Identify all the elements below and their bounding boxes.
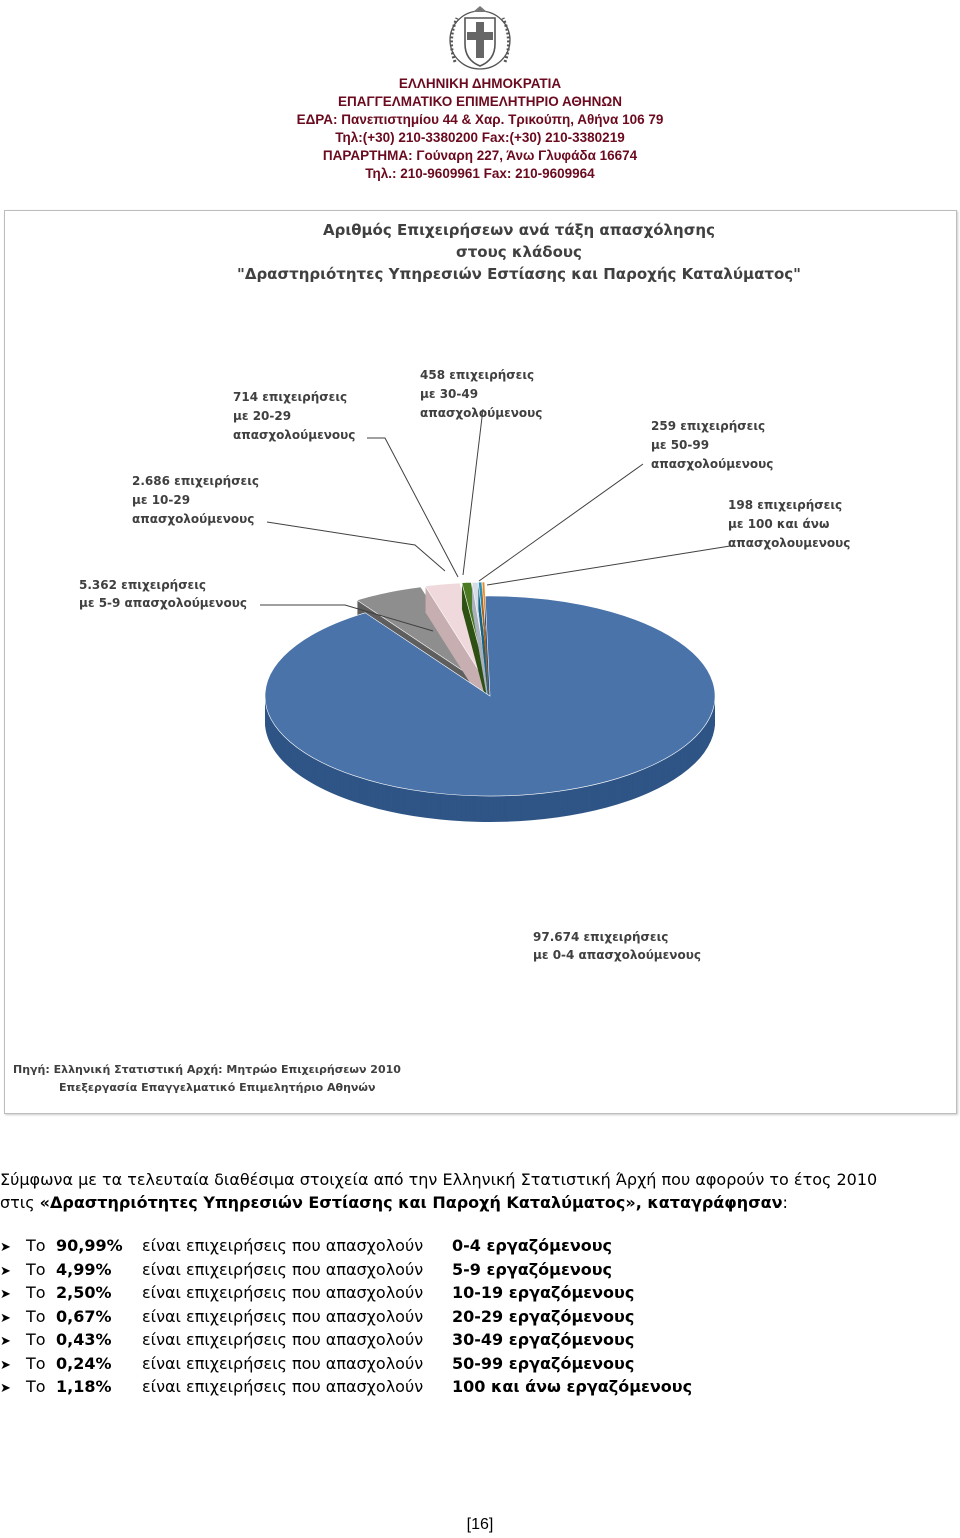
bullet-to: Το [26,1377,46,1396]
slice-label: απασχολούμενους [420,406,543,420]
slice-label: με 0-4 απασχολούμενους [533,948,701,962]
slice-label: με 30-49 [420,387,479,401]
slice-label: απασχολούμενους [132,512,255,526]
percentage-bullet-list [0,1234,960,1399]
chart-source [13,1063,401,1094]
arrow-bullet-icon: ➤ [0,1357,11,1373]
slice-label: με 50-99 [651,438,710,452]
bullet-text: είναι επιχειρήσεις που απασχολούν [142,1306,424,1326]
bullet-percentage: 0,24% [56,1353,112,1373]
header-line: ΕΠΑΓΓΕΛΜΑΤΙΚΟ ΕΠΙΜΕΛΗΤΗΡΙΟ ΑΘΗΝΩΝ [338,94,622,109]
slice-label: 259 επιχειρήσεις [651,419,766,433]
intro-prefix: στις [0,1193,40,1212]
leader-line [463,409,483,575]
bullet-percentage: 2,50% [56,1283,112,1302]
bullet-range: 50-99 εργαζόμενους [452,1353,635,1373]
bullet-item [0,1375,960,1399]
pie-chart [5,211,956,1113]
bullet-to: Το [26,1306,46,1326]
pie-chart-frame [4,210,957,1114]
slice-label: με 20-29 [233,409,292,423]
bullet-range: 100 και άνω εργαζόμενους [452,1377,693,1396]
bullet-to: Το [26,1353,46,1373]
arrow-bullet-icon: ➤ [0,1334,11,1349]
slice-label: 198 επιχειρήσεις [728,498,843,512]
arrow-bullet-icon: ➤ [0,1381,11,1396]
header-line: ΕΛΛΗΝΙΚΗ ΔΗΜΟΚΡΑΤΙΑ [398,76,562,91]
header-line: ΕΔΡΑ: Πανεπιστημίου 44 & Χαρ. Τρικούπη, Αθήνα 106 79 [296,112,664,127]
bullet-text: είναι επιχειρήσεις που απασχολούν [142,1236,424,1255]
bullet-text: είναι επιχειρήσεις που απασχολούν [142,1283,424,1302]
slice-label: με 10-29 [132,493,191,507]
bullet-text: είναι επιχειρήσεις που απασχολούν [142,1330,424,1349]
chart-source-line: Πηγή: Ελληνική Στατιστική Αρχή: Μητρώο Επιχειρήσεων 2010 [13,1063,401,1076]
arrow-bullet-icon: ➤ [0,1310,11,1326]
bullet-item [0,1305,960,1329]
arrow-bullet-icon: ➤ [0,1287,11,1302]
slice-label: 5.362 επιχειρήσεις [79,578,207,592]
leader-line [487,546,730,585]
bullet-to: Το [26,1236,46,1255]
slice-label: απασχολούμενους [233,428,356,442]
intro-paragraph [0,1168,960,1214]
bullet-to: Το [26,1259,46,1279]
leader-line [267,522,445,571]
header-line: ΠΑΡΑΡΤΗΜΑ: Γούναρη 227, Άνω Γλυφάδα 16674 [322,148,638,163]
bullet-percentage: 4,99% [56,1259,112,1279]
chart-source-line: Επεξεργασία Επαγγελματικό Επιμελητήριο Αθηνών [59,1081,376,1094]
bullet-range: 30-49 εργαζόμενους [452,1330,635,1349]
bullet-text: είναι επιχειρήσεις που απασχολούν [142,1377,424,1396]
slice-label: με 100 και άνω [728,517,830,531]
bullet-range: 5-9 εργαζόμενους [452,1259,613,1279]
chart-title-line: "Δραστηριότητες Υπηρεσιών Εστίασης και Παροχής Καταλύματος" [237,265,801,283]
bullet-percentage: 0,67% [56,1306,112,1326]
bullet-range: 0-4 εργαζόμενους [452,1236,613,1255]
page-number: [16] [466,1516,494,1533]
arrow-bullet-icon: ➤ [0,1240,11,1255]
header-line: Τηλ.: 210-9609961 Fax: 210-9609964 [365,166,595,181]
bullet-percentage: 1,18% [56,1377,112,1396]
bullet-text: είναι επιχειρήσεις που απασχολούν [142,1259,424,1279]
bullet-item [0,1328,960,1352]
arrow-bullet-icon: ➤ [0,1263,11,1279]
intro-line-2 [0,1191,960,1214]
bullet-range: 20-29 εργαζόμενους [452,1306,635,1326]
bullet-text: είναι επιχειρήσεις που απασχολούν [142,1353,424,1373]
chart-title [237,221,801,283]
slice-label: 97.674 επιχειρήσεις [533,930,669,944]
slice-label: 714 επιχειρήσεις [233,390,348,404]
bullet-to: Το [26,1283,46,1302]
bullet-percentage: 90,99% [56,1236,123,1255]
bullet-percentage: 0,43% [56,1330,112,1349]
slice-label: απασχολούμενους [651,457,774,471]
bullet-item [0,1281,960,1305]
intro-highlight: «Δραστηριότητες Υπηρεσιών Εστίασης και Παροχή Καταλύματος», καταγράφησαν [39,1193,783,1212]
chart-title-line: στους κλάδους [456,243,582,261]
intro-suffix: : [782,1193,788,1212]
pie-slices [265,582,715,822]
slice-label: 458 επιχειρήσεις [420,368,535,382]
intro-line-1: Σύμφωνα με τα τελευταία διαθέσιμα στοιχεία από την Ελληνική Στατιστική Άρχή που αφορούν το έτος 2010 [0,1170,878,1189]
header-line: Τηλ:(+30) 210-3380200 Fax:(+30) 210-3380219 [335,130,625,145]
slice-label: απασχολουμενους [728,536,851,550]
bullet-range: 10-19 εργαζόμενους [452,1283,635,1302]
bullet-to: Το [26,1330,46,1349]
coat-of-arms-seal [443,4,517,72]
slice-label: με 5-9 απασχολούμενους [79,596,247,610]
pie-slice [265,596,715,796]
bullet-item [0,1234,960,1258]
bullet-item [0,1258,960,1282]
slice-label: 2.686 επιχειρήσεις [132,474,260,488]
leader-line [367,438,458,577]
bullet-item [0,1352,960,1376]
chart-title-line: Αριθμός Επιχειρήσεων ανά τάξη απασχόλησης [323,221,715,239]
